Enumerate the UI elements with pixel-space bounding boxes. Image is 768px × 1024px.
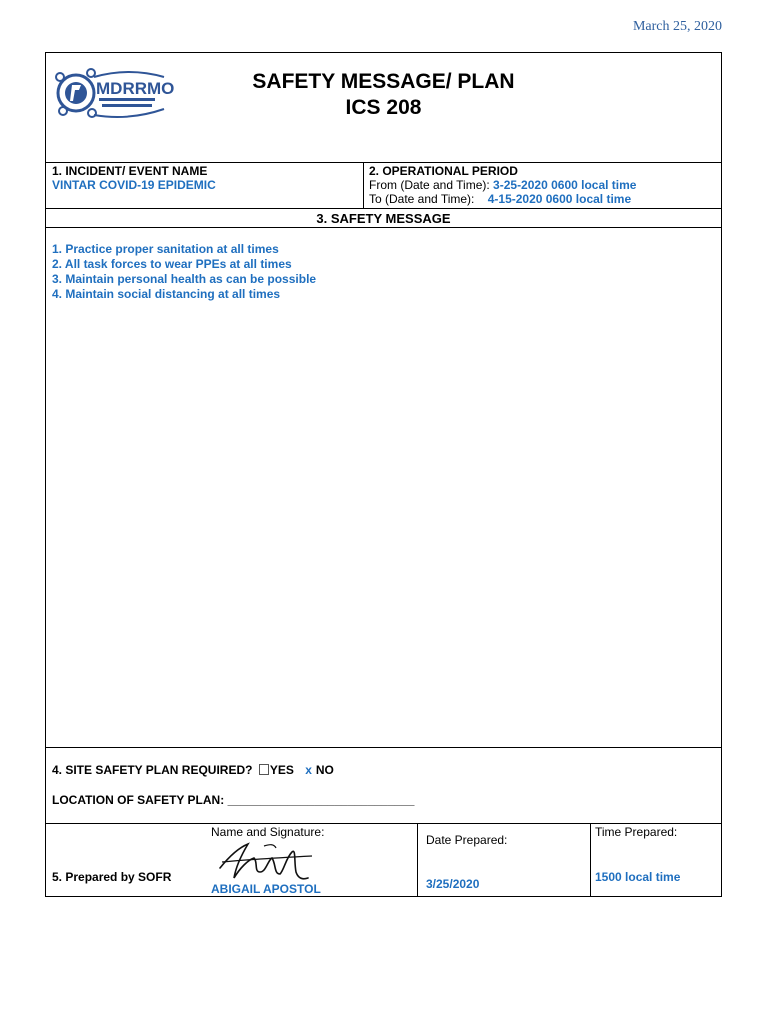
form-title: SAFETY MESSAGE/ PLAN: [252, 70, 515, 93]
safety-message-field[interactable]: [46, 228, 721, 748]
date-prepared-cell: [417, 824, 591, 896]
site-safety-question-line: [52, 762, 715, 778]
operational-period-label: 2. OPERATIONAL PERIOD: [369, 164, 518, 178]
period-to-field[interactable]: 4-15-2020 0600 local time: [487, 192, 632, 206]
date-prepared-field[interactable]: 3/25/2020: [426, 877, 480, 891]
safety-message-item: 1. Practice proper sanitation at all times: [52, 242, 279, 256]
safety-message-header: 3. SAFETY MESSAGE: [46, 209, 721, 228]
safety-message-item: 3. Maintain personal health as can be possible: [52, 272, 317, 286]
no-label: NO: [315, 763, 334, 777]
date-prepared-label: Date Prepared:: [426, 833, 508, 847]
operational-period-cell: [364, 163, 721, 208]
yes-checkbox[interactable]: [259, 764, 269, 775]
logo-text: MDRRMO: [96, 79, 175, 98]
name-signature-label: Name and Signature:: [211, 825, 325, 839]
time-prepared-label: Time Prepared:: [595, 825, 678, 839]
page-title: [196, 69, 571, 121]
document-date: March 25, 2020: [632, 19, 722, 34]
form-number: ICS 208: [345, 96, 422, 119]
incident-period-row: [46, 163, 721, 209]
safety-message-item: 2. All task forces to wear PPEs at all times: [52, 257, 292, 271]
signature-image: [214, 838, 324, 886]
ics-208-form: [45, 52, 722, 897]
location-line: [52, 792, 715, 808]
site-safety-section: [46, 748, 721, 824]
site-safety-question: 4. SITE SAFETY PLAN REQUIRED?: [52, 763, 253, 777]
incident-name-field[interactable]: VINTAR COVID-19 EPIDEMIC: [52, 178, 216, 192]
safety-message-item: 4. Maintain social distancing at all times: [52, 287, 281, 301]
prepared-by-label: 5. Prepared by SOFR: [52, 870, 172, 884]
time-prepared-field[interactable]: 1500 local time: [595, 870, 681, 884]
prepared-by-row: [46, 824, 721, 896]
period-from-label: From (Date and Time):: [369, 178, 490, 192]
period-to-label: To (Date and Time):: [369, 192, 475, 206]
preparer-name: ABIGAIL APOSTOL: [211, 882, 321, 896]
incident-cell: [46, 163, 364, 208]
location-field[interactable]: ____________________________: [227, 793, 415, 807]
time-prepared-cell: [591, 824, 721, 896]
location-label: LOCATION OF SAFETY PLAN:: [52, 793, 225, 807]
period-from-field[interactable]: 3-25-2020 0600 local time: [493, 178, 637, 192]
no-checkbox-mark[interactable]: x: [305, 763, 312, 777]
form-header: [46, 53, 721, 163]
mdrrmo-logo: [54, 63, 175, 123]
period-from-line: [369, 178, 716, 192]
yes-label: YES: [269, 763, 294, 777]
incident-label: 1. INCIDENT/ EVENT NAME: [52, 164, 208, 178]
period-to-line: [369, 192, 716, 206]
